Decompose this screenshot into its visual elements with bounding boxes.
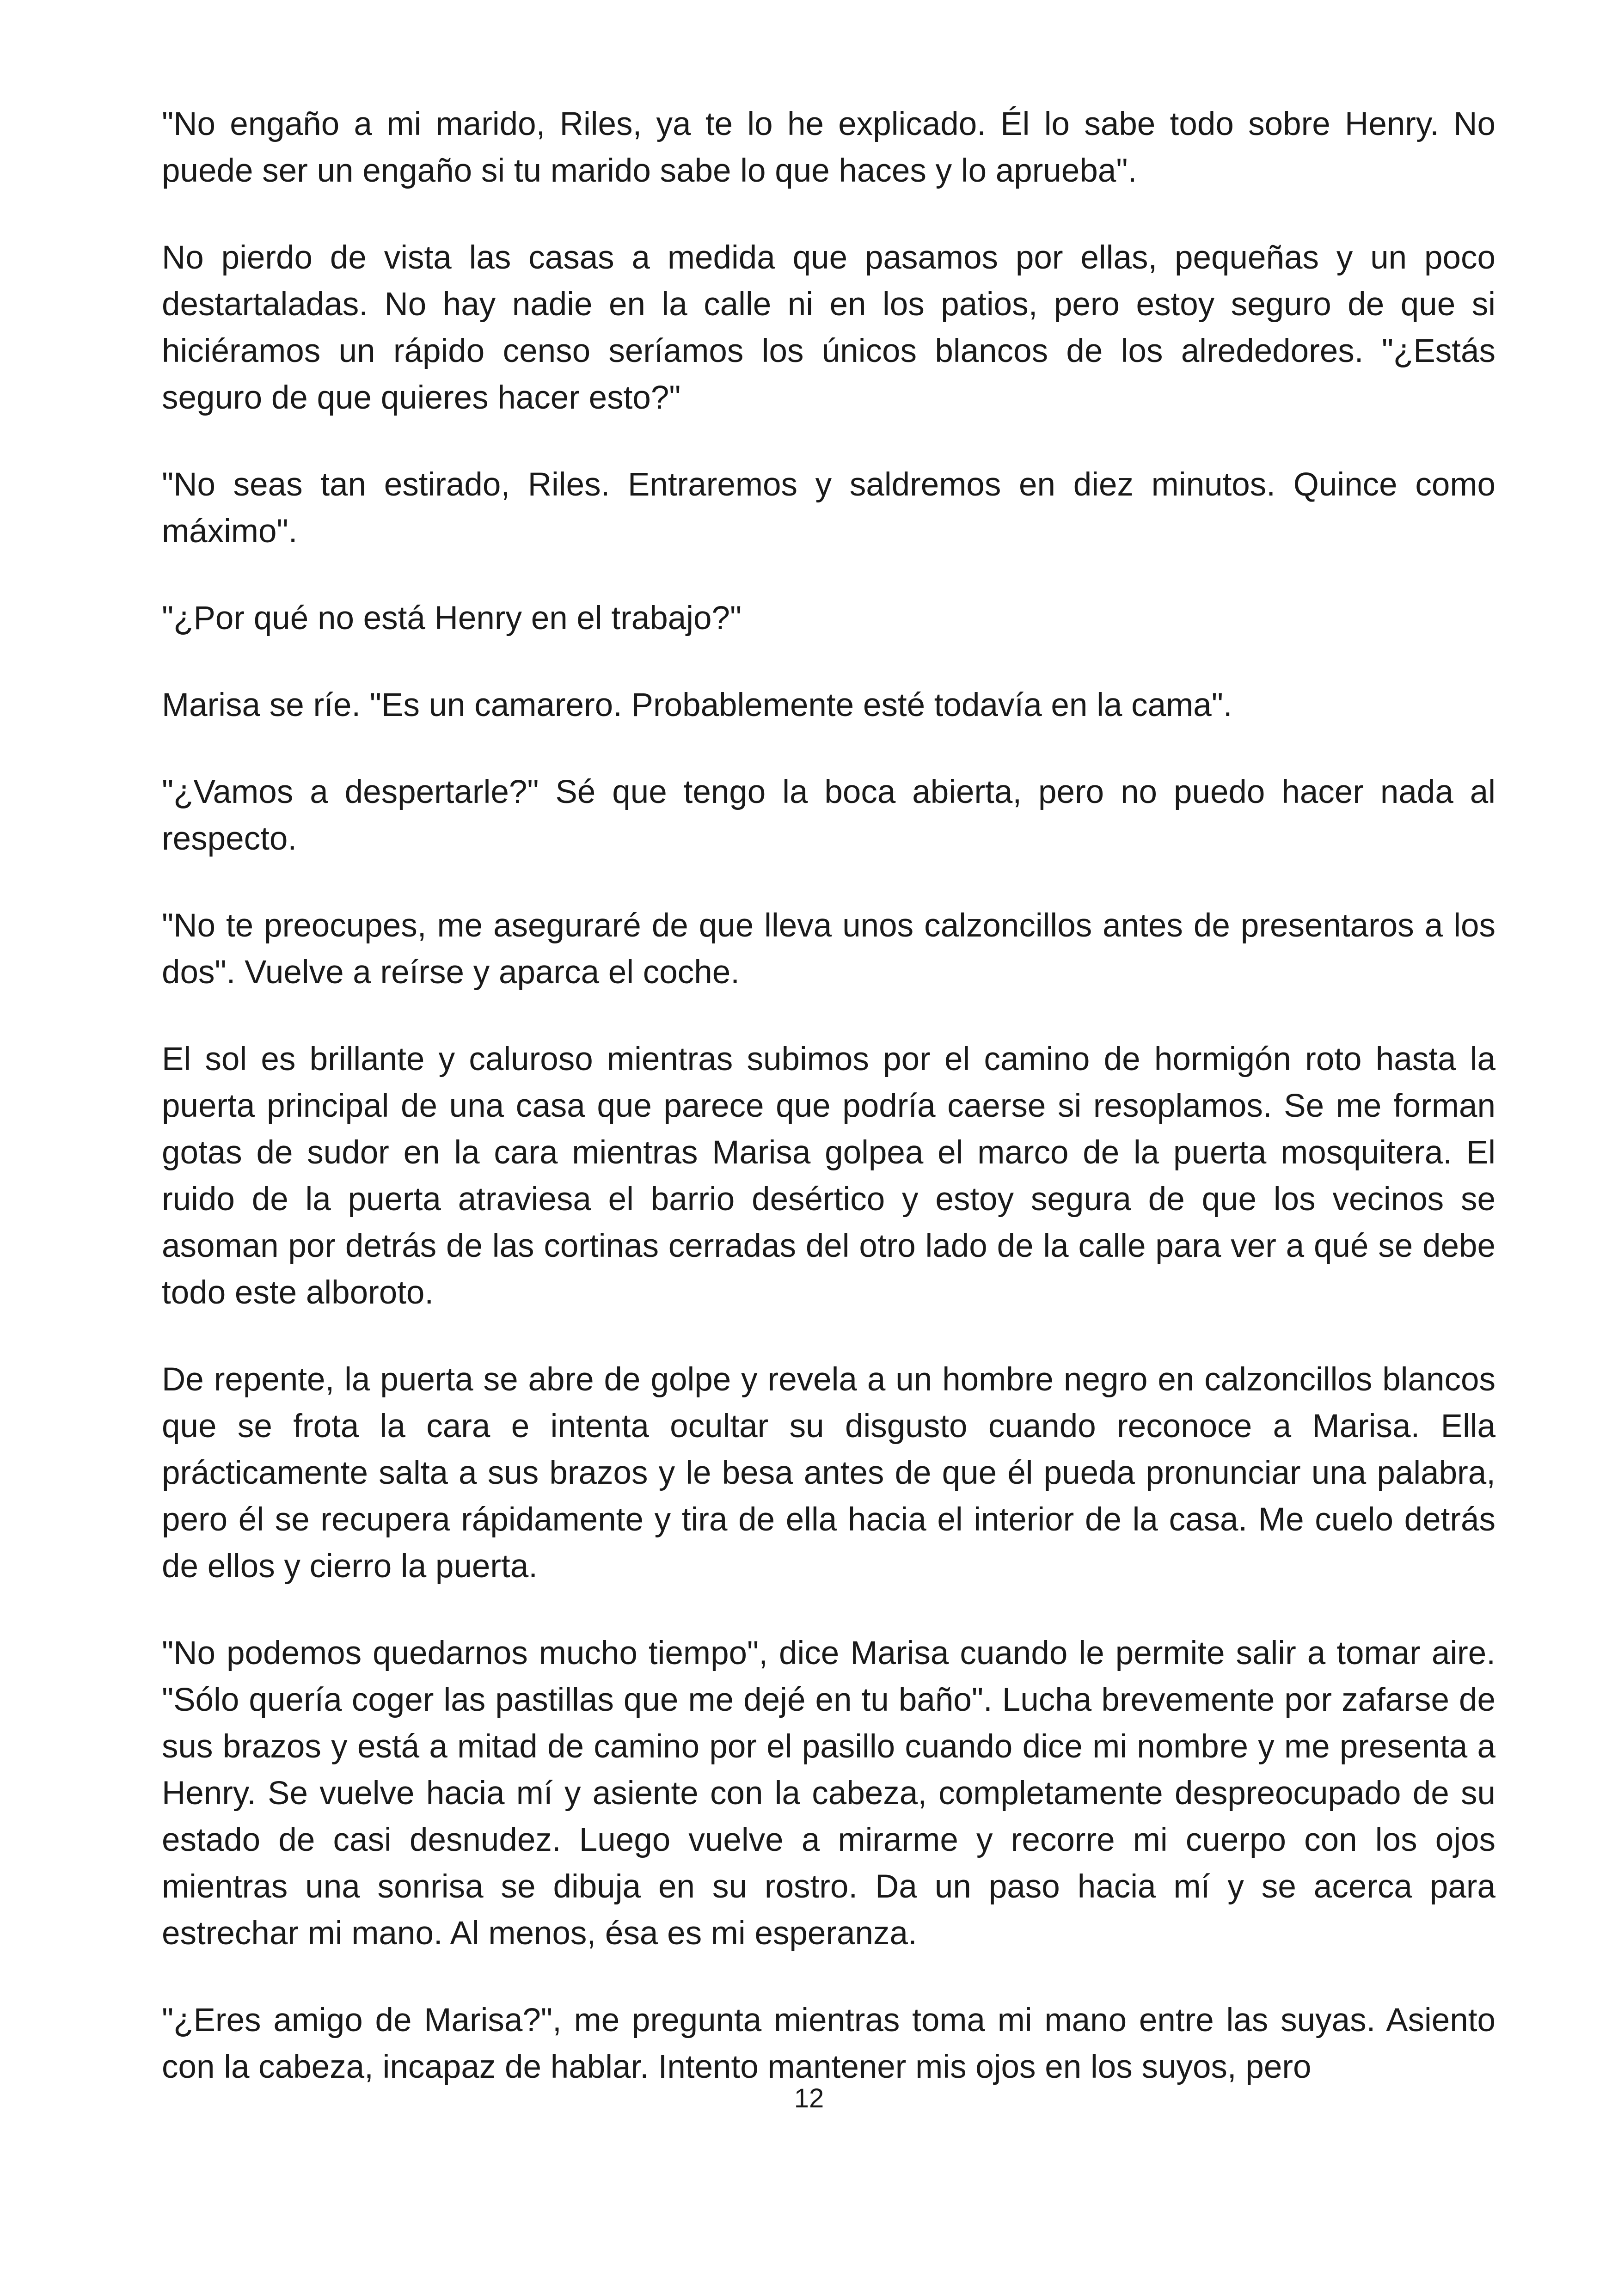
paragraph-5: Marisa se ríe. "Es un camarero. Probablemente esté todavía en la cama". <box>162 687 1232 723</box>
paragraph-10: "No podemos quedarnos mucho tiempo", dice Marisa cuando le permite salir a tomar aire. "Sólo quería coger las pastillas que me dejé en tu baño". Lucha brevemente por zafarse de sus brazos y está a mitad de camino por el pasillo cuando dice mi nombre y me presenta a Henry. Se vuelve hacia mí y asiente con la cabeza, completamente despreocupado de su estado de casi desnudez. Luego vuelve a mirarme y recorre mi cuerpo con los ojos mientras una sonrisa se dibuja en su rostro. Da un paso hacia mí y se acerca para estrechar mi mano. Al menos, ésa es mi esperanza. <box>162 1635 1495 1952</box>
paragraph-4: "¿Por qué no está Henry en el trabajo?" <box>162 600 742 637</box>
paragraph-9: De repente, la puerta se abre de golpe y revela a un hombre negro en calzoncillos blancos que se frota la cara e intenta ocultar su disgusto cuando reconoce a Marisa. Ella prácticamente salta a sus brazos y le besa antes de que él pueda pronunciar una palabra, pero él se recupera rápidamente y tira de ella hacia el interior de la casa. Me cuelo detrás de ellos y cierro la puerta. <box>162 1361 1495 1585</box>
paragraph-6: "¿Vamos a despertarle?" Sé que tengo la boca abierta, pero no puedo hacer nada al respecto. <box>162 774 1495 857</box>
paragraph-11: "¿Eres amigo de Marisa?", me pregunta mientras toma mi mano entre las suyas. Asiento con la cabeza, incapaz de hablar. Intento mantener mis ojos en los suyos, pero <box>162 2002 1495 2085</box>
paragraph-2: No pierdo de vista las casas a medida que pasamos por ellas, pequeñas y un poco destartaladas. No hay nadie en la calle ni en los patios, pero estoy seguro de que si hiciéramos un rápido censo seríamos los únicos blancos de los alrededores. "¿Estás seguro de que quieres hacer esto?" <box>162 239 1495 416</box>
page-number: 12 <box>794 2083 824 2113</box>
paragraph-7: "No te preocupes, me aseguraré de que lleva unos calzoncillos antes de presentaros a los dos". Vuelve a reírse y aparca el coche. <box>162 907 1495 991</box>
body-text <box>162 101 1495 2090</box>
paragraph-3: "No seas tan estirado, Riles. Entraremos y saldremos en diez minutos. Quince como máximo". <box>162 466 1495 550</box>
paragraph-8: El sol es brillante y caluroso mientras subimos por el camino de hormigón roto hasta la puerta principal de una casa que parece que podría caerse si resoplamos. Se me forman gotas de sudor en la cara mientras Marisa golpea el marco de la puerta mosquitera. El ruido de la puerta atraviesa el barrio desértico y estoy segura de que los vecinos se asoman por detrás de las cortinas cerradas del otro lado de la calle para ver a qué se debe todo este alboroto. <box>162 1041 1495 1311</box>
paragraph-1: "No engaño a mi marido, Riles, ya te lo he explicado. Él lo sabe todo sobre Henry. No puede ser un engaño si tu marido sabe lo que haces y lo aprueba". <box>162 106 1495 189</box>
